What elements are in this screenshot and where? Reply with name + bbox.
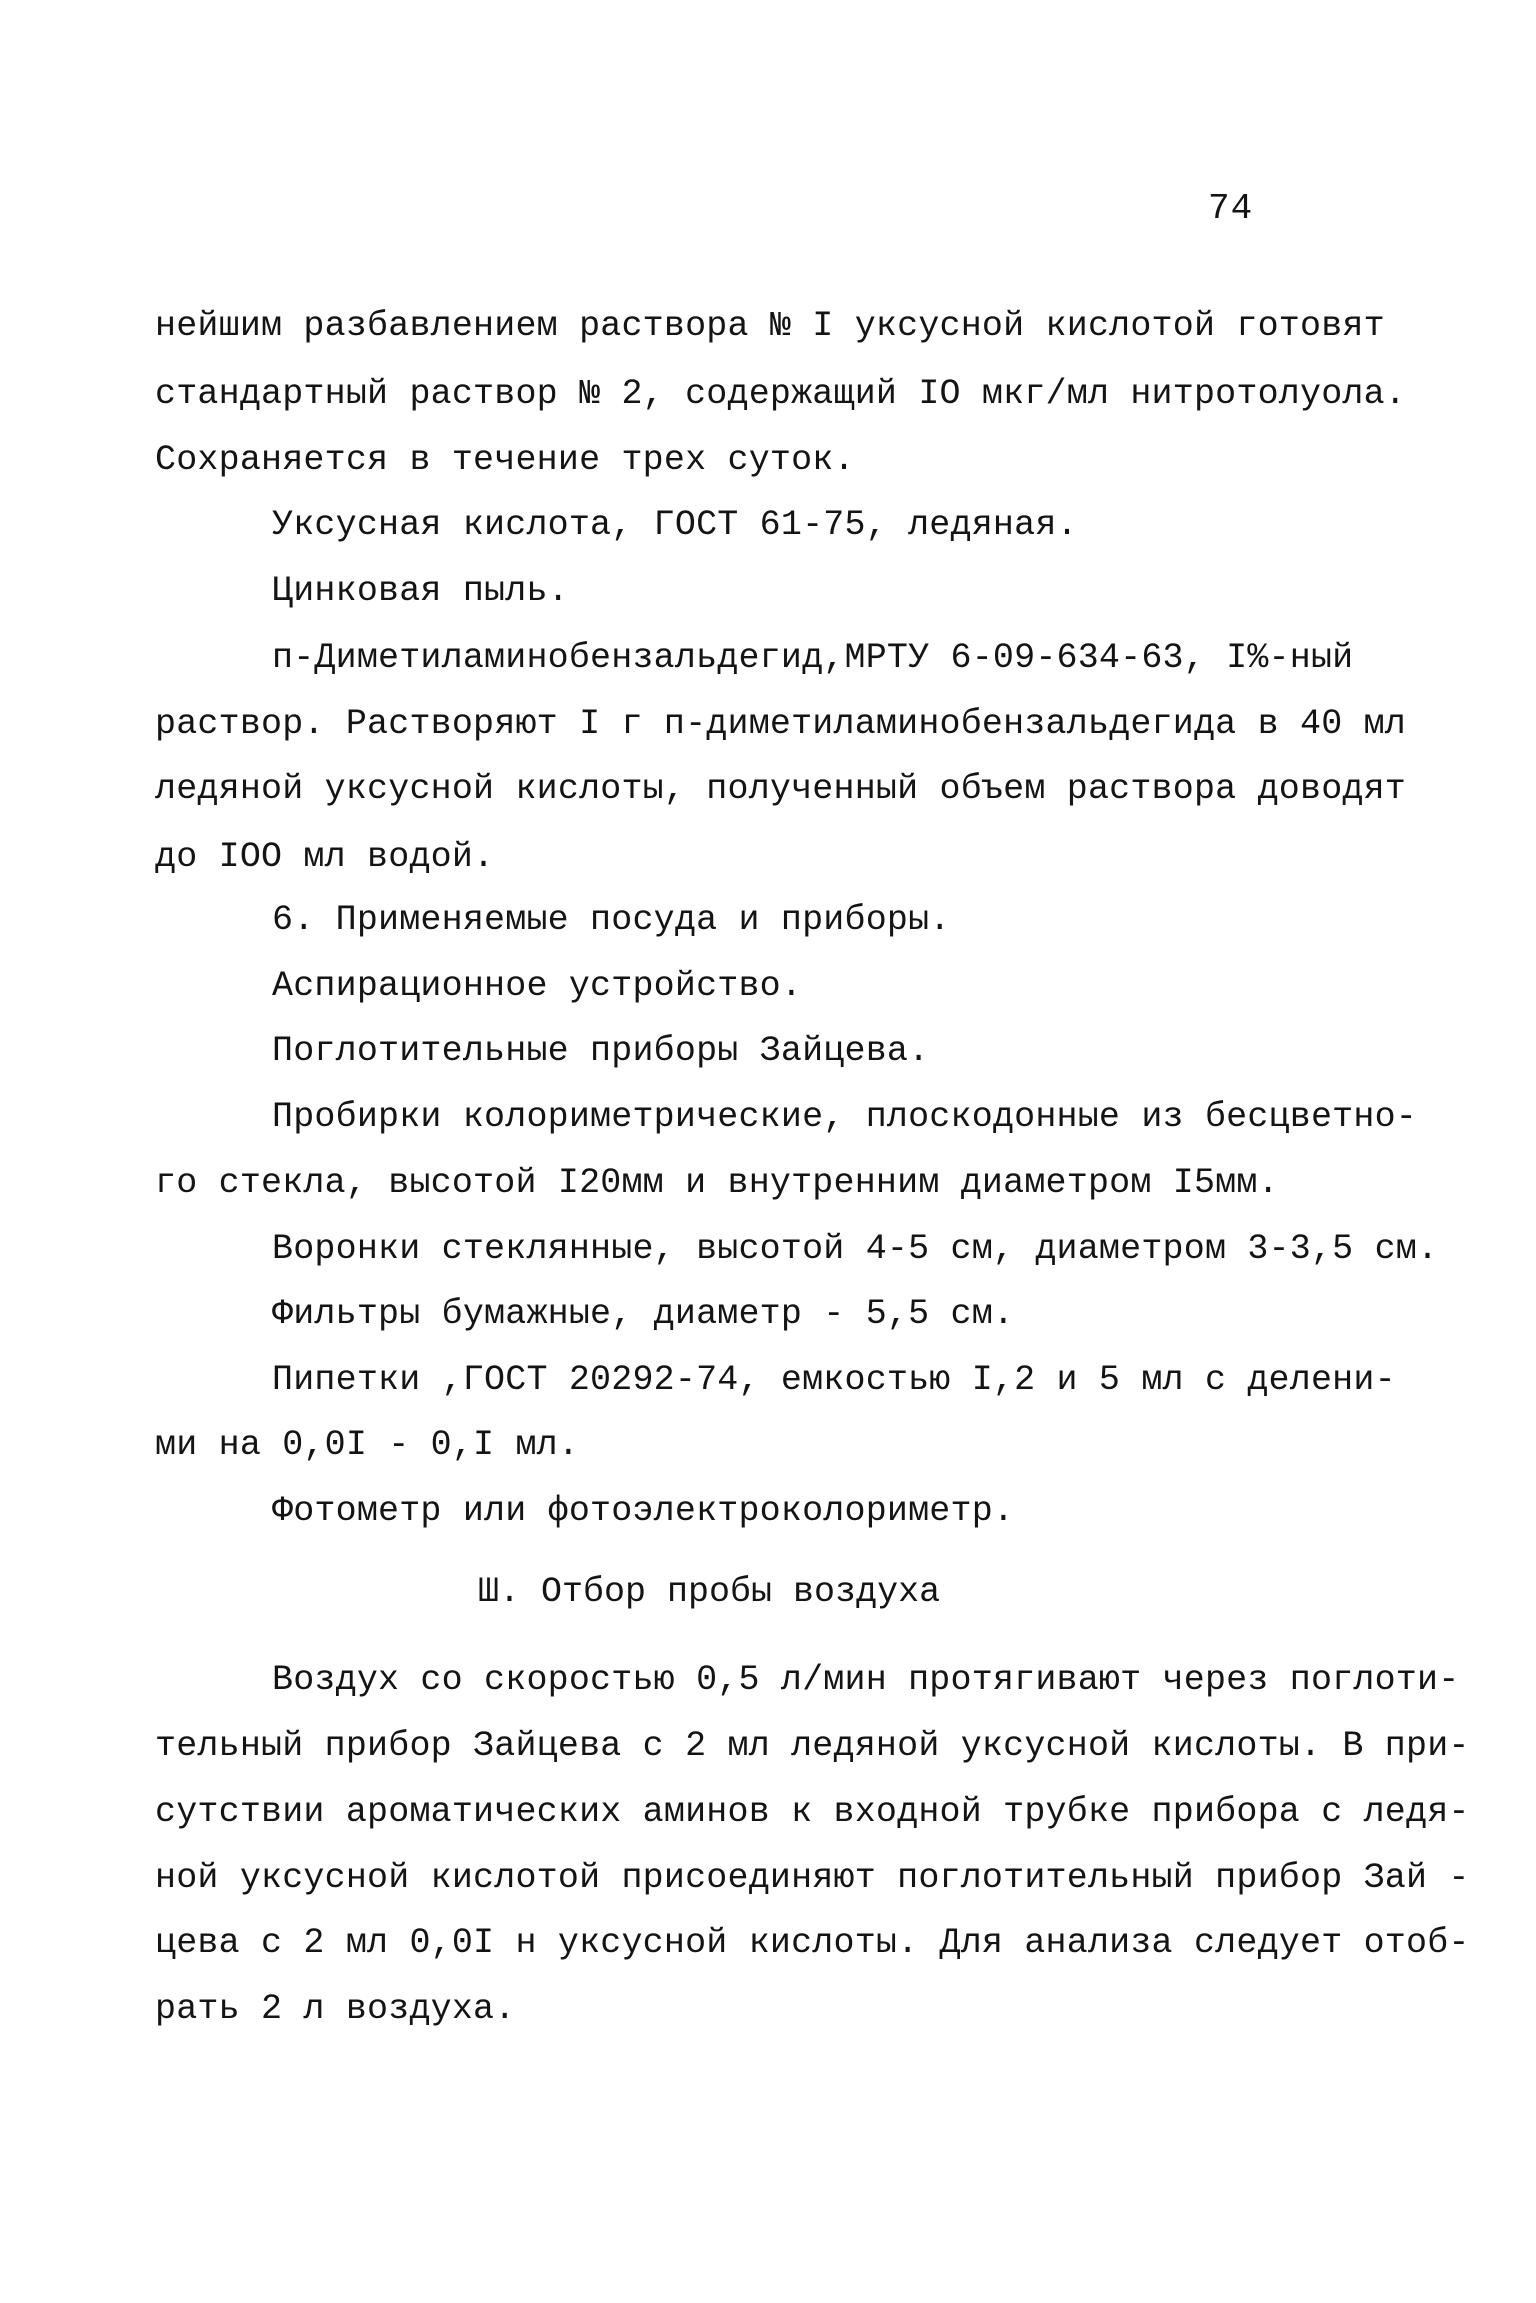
text-line: Цинковая пыль.: [272, 571, 569, 611]
text-line: рать 2 л воздуха.: [155, 1989, 516, 2029]
text-line: Пипетки ,ГОСТ 20292-74, емкостью I,2 и 5 мл с делени-: [272, 1360, 1396, 1400]
text-line: ной уксусной кислотой присоединяют поглотительный прибор Зай -: [155, 1858, 1470, 1898]
text-line: Фотометр или фотоэлектроколориметр.: [272, 1491, 1015, 1531]
text-line: Поглотительные приборы Зайцева.: [272, 1031, 930, 1071]
text-line: Уксусная кислота, ГОСТ 61-75, ледяная.: [272, 505, 1078, 545]
text-line: го стекла, высотой I20мм и внутренним диаметром I5мм.: [155, 1163, 1279, 1203]
text-line: Аспирационное устройство.: [272, 966, 803, 1006]
text-line: сутствии ароматических аминов к входной трубке прибора с ледя-: [155, 1792, 1470, 1832]
text-line: Фильтры бумажные, диаметр - 5,5 см.: [272, 1294, 1015, 1334]
text-line: 6. Применяемые посуда и приборы.: [272, 900, 951, 940]
section-heading: Ш. Отбор пробы воздуха: [478, 1572, 941, 1612]
text-line: п-Диметиламинобензальдегид,МРТУ 6-09-634-63, I%-ный: [272, 638, 1354, 678]
text-line: нейшим разбавлением раствора № I уксусной кислотой готовят: [155, 306, 1385, 346]
text-line: цева с 2 мл 0,0I н уксусной кислоты. Для анализа следует отоб-: [155, 1923, 1470, 1963]
text-line: раствор. Растворяют I г п-диметиламинобензальдегида в 40 мл: [155, 704, 1407, 744]
text-line: до IOO мл водой.: [155, 837, 495, 877]
text-line: Воронки стеклянные, высотой 4-5 см, диаметром 3-3,5 см.: [272, 1229, 1439, 1269]
text-line: Сохраняется в течение трех суток.: [155, 440, 855, 480]
text-line: ледяной уксусной кислоты, полученный объем раствора доводят: [155, 769, 1407, 809]
text-line: Воздух со скоростью 0,5 л/мин протягивают через поглоти-: [272, 1660, 1460, 1700]
text-line: стандартный раствор № 2, содержащий IO мкг/мл нитротолуола.: [155, 374, 1407, 414]
text-line: Пробирки колориметрические, плоскодонные из бесцветно-: [272, 1097, 1417, 1137]
page-number: 74: [1208, 188, 1254, 229]
text-line: ми на 0,0I - 0,I мл.: [155, 1425, 580, 1465]
text-line: тельный прибор Зайцева с 2 мл ледяной уксусной кислоты. В при-: [155, 1726, 1470, 1766]
